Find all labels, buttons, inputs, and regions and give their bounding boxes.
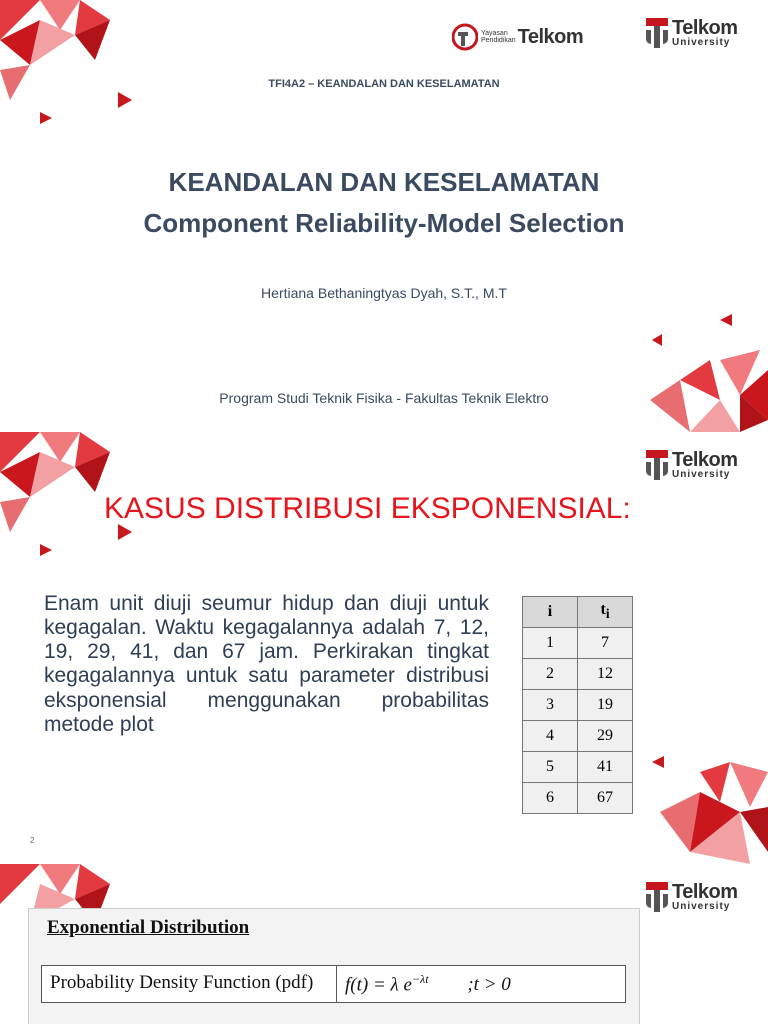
slide-title-main: KEANDALAN DAN KESELAMATAN [168,167,600,197]
telkom-university-emblem-icon [646,882,668,912]
decor-triangles-bottom-right [640,752,768,864]
ypt-emblem-icon [452,22,478,52]
telkom-university-emblem-icon [646,18,668,48]
failure-times-table [522,596,633,814]
table-row [523,659,633,690]
decor-triangles-bottom-right [640,310,768,432]
program-name: Program Studi Teknik Fisika - Fakultas Teknik Elektro [219,390,549,406]
table-cell-i: 4 [523,721,578,752]
pdf-label: Probability Density Function (pdf) [42,966,337,1003]
decor-triangles-top-left [0,0,140,130]
table-row [523,752,633,783]
table-row [523,628,633,659]
table-cell-i: 1 [523,628,578,659]
logo-tu-brand: Telkom [672,881,738,903]
table-header-row [523,597,633,628]
pdf-formula-exponent: −λt [411,972,429,986]
exponential-distribution-box [28,908,640,1024]
slide-case [0,432,768,864]
logo-tu-brand: Telkom [672,449,738,471]
case-heading: KASUS DISTRIBUSI EKSPONENSIAL: [104,492,631,525]
logo-telkom-university [646,450,738,480]
table-cell-i: 5 [523,752,578,783]
slide-title [0,0,768,432]
logo-ypt-line2: Pendidikan [481,37,516,44]
table-cell-i: 6 [523,783,578,814]
logo-ypt [452,22,583,52]
table-cell-t: 19 [578,690,633,721]
table-header-t-main: t [600,601,606,619]
logo-telkom-university [646,882,738,912]
table-cell-t: 29 [578,721,633,752]
table-cell-i: 3 [523,690,578,721]
exponential-distribution-table [41,965,626,1003]
author-name: Hertiana Bethaningtyas Dyah, S.T., M.T [261,285,507,301]
logo-tu-sub: University [672,469,731,480]
table-cell-i: 2 [523,659,578,690]
logo-ypt-brand: Telkom [517,25,584,48]
pdf-condition: ;t > 0 [467,974,511,996]
slide-exponential [0,864,768,1024]
table-cell-t: 67 [578,783,633,814]
logo-telkom-university [646,18,738,48]
table-row [523,690,633,721]
telkom-university-emblem-icon [646,450,668,480]
logo-ypt-line1: Yayasan [481,30,508,37]
course-code: TFI4A2 – KEANDALAN DAN KESELAMATAN [268,78,500,90]
logo-tu-sub: University [672,37,731,48]
logo-tu-brand: Telkom [672,17,738,39]
case-description [44,592,489,737]
logo-tu-sub: University [672,901,731,912]
case-description-text: Enam unit diuji seumur hidup dan diuji untuk kegagalan. Waktu kegagalannya adalah 7, 12, 19, 29, 41, dan 67 jam. Perkirakan tingkat kegagalannya untuk satu parameter distribusi eksponensial menggunakan probabilitas metode plot [44,592,489,736]
slide-subtitle: Component Reliability-Model Selection [143,208,625,238]
table-header-t-sub: i [605,606,610,622]
table-cell-t: 7 [578,628,633,659]
pdf-formula-main: f(t) = λ e [345,974,412,996]
table-cell-t: 41 [578,752,633,783]
exponential-distribution-title: Exponential Distribution [47,917,250,938]
pdf-formula [337,966,626,1003]
table-row [523,721,633,752]
table-row [523,783,633,814]
table-header-i: i [523,597,578,628]
page-number: 2 [30,836,35,845]
table-header-t [578,597,633,628]
table-row [42,966,626,1003]
table-cell-t: 12 [578,659,633,690]
